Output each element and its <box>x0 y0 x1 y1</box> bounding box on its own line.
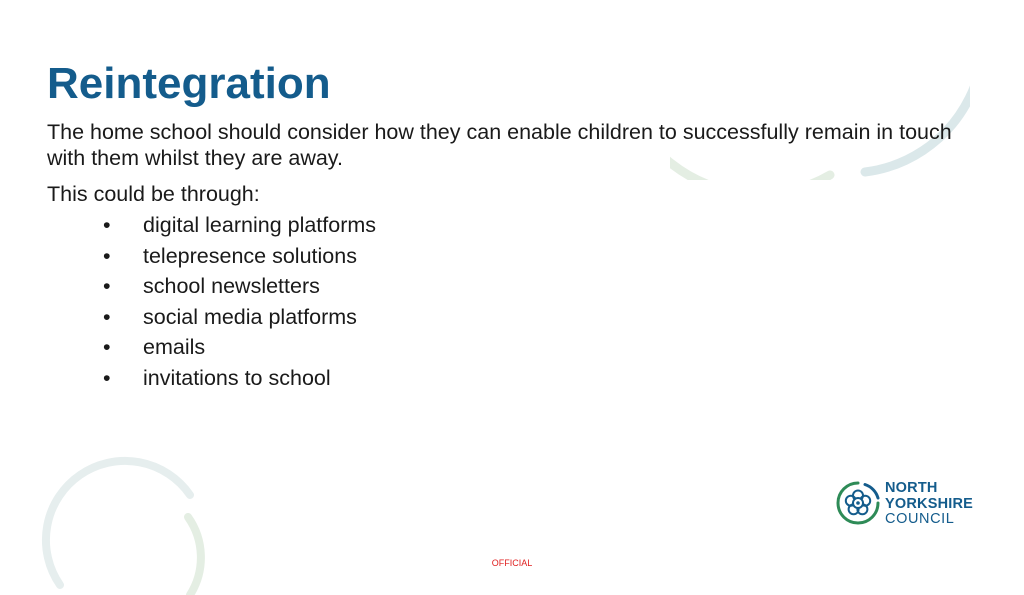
list-item-text: invitations to school <box>143 365 331 390</box>
slide-title: Reintegration <box>47 59 331 108</box>
list-item-text: social media platforms <box>143 304 357 329</box>
logo-line-yorkshire: YORKSHIRE <box>885 495 974 512</box>
bullet-icon: • <box>103 274 111 298</box>
list-item <box>103 210 987 241</box>
classification-label: OFFICIAL <box>491 558 533 568</box>
decorative-ring-bottom-left <box>40 445 210 595</box>
list-item-text: school newsletters <box>143 274 320 298</box>
intro-paragraph: The home school should consider how they can enable children to successfully remain in touch with them whilst they are away. <box>47 120 952 170</box>
bullet-icon: • <box>103 365 111 390</box>
list-item-text: digital learning platforms <box>143 213 377 237</box>
bullet-icon: • <box>103 213 111 237</box>
list-item <box>103 302 987 333</box>
list-item <box>103 363 987 394</box>
list-item-text: emails <box>143 335 206 359</box>
list-item <box>103 241 987 272</box>
bullet-icon: • <box>103 335 111 359</box>
list-item <box>103 332 987 363</box>
bullet-icon: • <box>103 304 111 329</box>
bullet-icon: • <box>103 243 111 268</box>
bullet-list <box>47 210 987 393</box>
logo-wordmark <box>885 481 973 528</box>
rose-emblem-icon <box>835 480 881 528</box>
slide-body <box>47 119 987 393</box>
lead-in-text: This could be through: <box>47 182 260 206</box>
logo-line-north: NORTH <box>885 480 938 496</box>
list-item <box>103 271 987 302</box>
council-logo <box>835 478 985 532</box>
logo-line-council: COUNCIL <box>885 511 955 527</box>
list-item-text: telepresence solutions <box>143 243 357 268</box>
